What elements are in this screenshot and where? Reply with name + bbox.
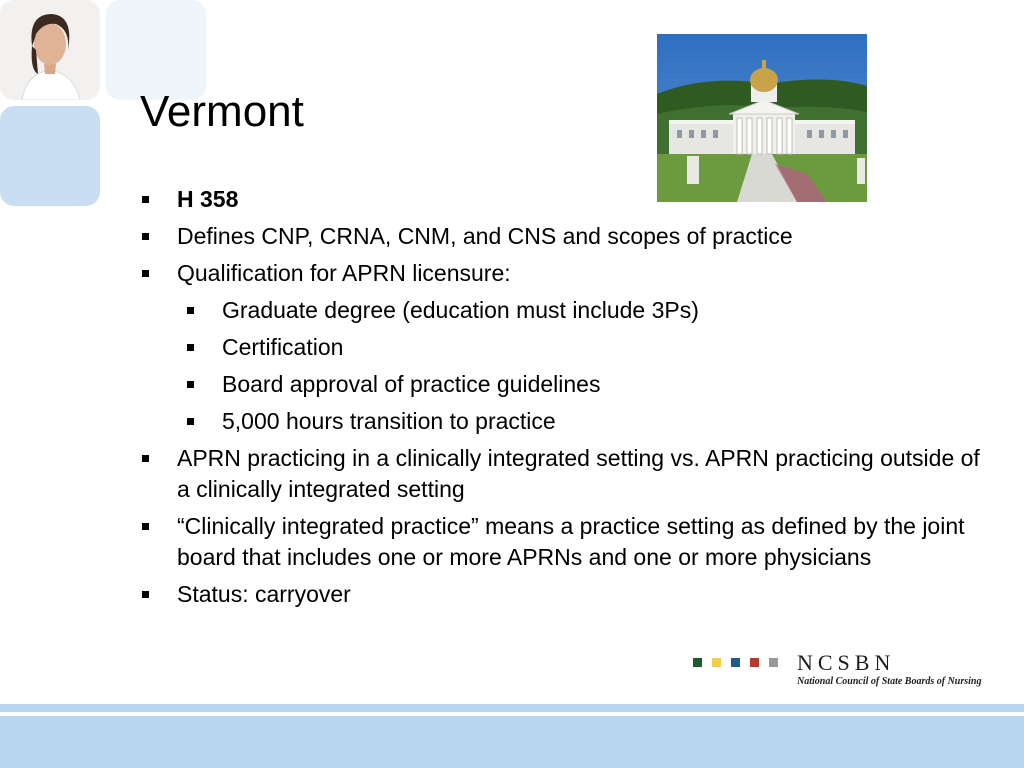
bullet-marker [142,591,149,598]
bullet-item: Qualification for APRN licensure: [140,258,980,289]
presenter-photo [0,0,100,100]
logo-square [769,658,778,667]
logo-square [693,658,702,667]
bullet-item: H 358 [140,184,980,215]
bullet-marker [187,307,194,314]
footer-band-line [0,704,1024,712]
vermont-capitol-photo [657,34,867,202]
bullet-marker [142,455,149,462]
logo-squares [693,654,788,672]
bullet-marker [142,233,149,240]
sub-bullet-item: Graduate degree (education must include 3Ps) [185,295,980,326]
logo-square [731,658,740,667]
bullet-item: Defines CNP, CRNA, CNM, and CNS and scopes of practice [140,221,980,252]
bullet-marker [142,270,149,277]
bullet-item: “Clinically integrated practice” means a practice setting as defined by the joint board that includes one or more APRNs and one or more physicians [140,511,980,573]
decorative-tile [106,0,206,100]
bullet-marker [187,381,194,388]
bullet-item: APRN practicing in a clinically integrated setting vs. APRN practicing outside of a clinically integrated setting [140,443,980,505]
bullet-item: Status: carryover [140,579,980,610]
sub-bullet-item: 5,000 hours transition to practice [185,406,980,437]
logo-subtitle: National Council of State Boards of Nursing [797,676,982,687]
decorative-tile-blue [0,106,100,206]
bullet-list [140,184,980,616]
sub-bullet-item: Board approval of practice guidelines [185,369,980,400]
logo-square [712,658,721,667]
slide-title: Vermont [140,87,304,137]
logo-square [750,658,759,667]
bullet-marker [187,418,194,425]
bullet-marker [142,523,149,530]
logo-wordmark: NCSBN [797,650,896,675]
bullet-marker [142,196,149,203]
footer-band [0,716,1024,768]
sub-bullet-item: Certification [185,332,980,363]
bullet-marker [187,344,194,351]
ncsbn-logo [693,652,983,692]
